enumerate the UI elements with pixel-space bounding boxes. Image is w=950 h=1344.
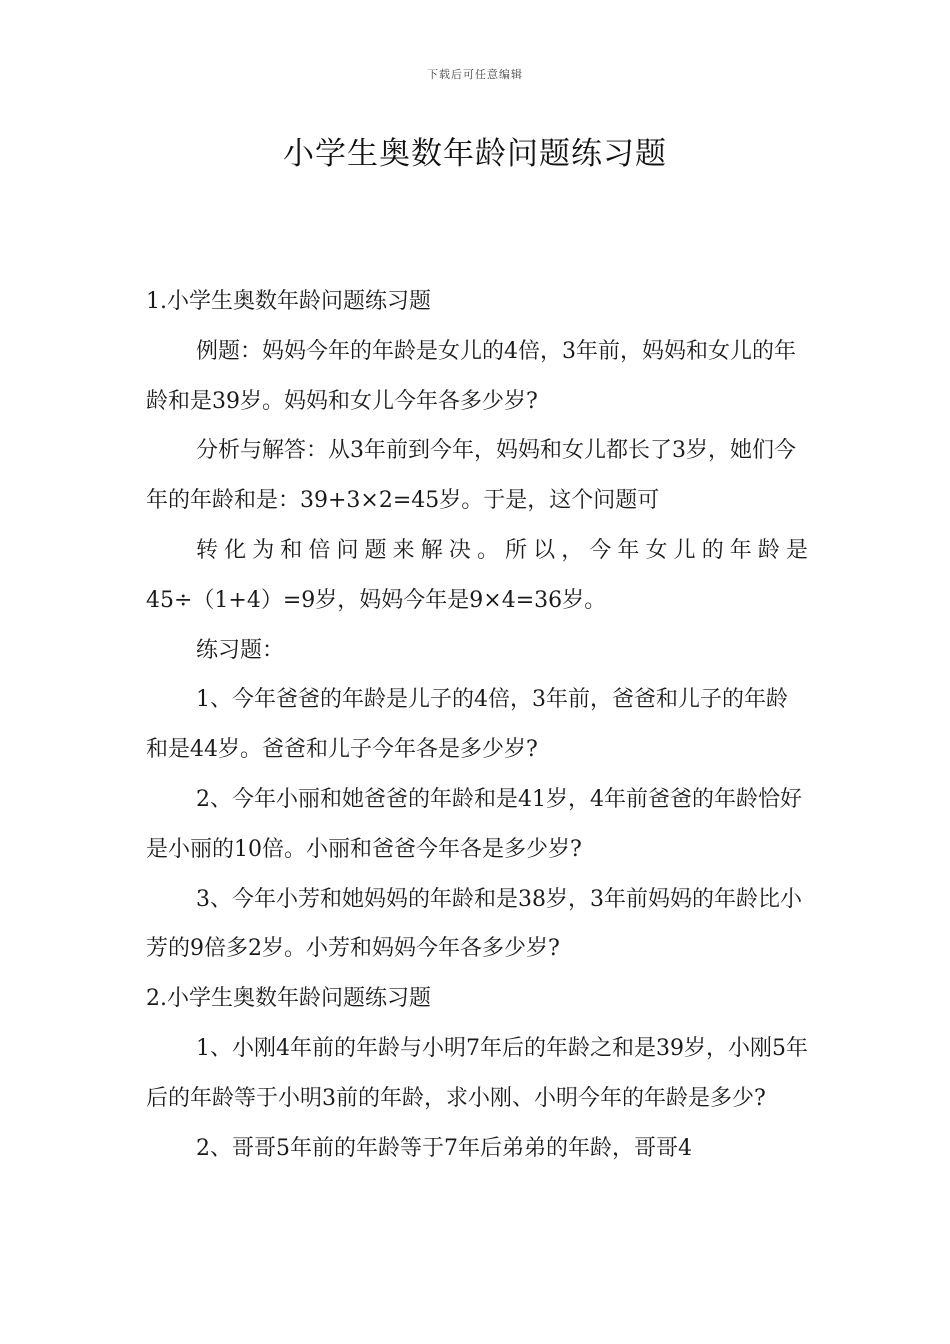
document-title: 小学生奥数年龄问题练习题: [283, 136, 667, 172]
practice-question-3: 3、今年小芳和她妈妈的年龄和是38岁，3年前妈妈的年龄比小芳的9倍多2岁。小芳和妈妈今年各多少岁?: [146, 886, 802, 962]
section2-question-1: 1、小刚4年前的年龄与小明7年后的年龄之和是39岁，小刚5年后的年龄等于小明3前的年龄，求小刚、小明今年的年龄是多少?: [146, 1035, 808, 1111]
practice-question-1: 1、今年爸爸的年龄是儿子的4倍，3年前，爸爸和儿子的年龄和是44岁。爸爸和儿子今年各是多少岁?: [146, 687, 788, 763]
document-body: [146, 277, 808, 1173]
section-heading-2: 2.小学生奥数年龄问题练习题: [146, 986, 431, 1012]
section-heading-1: 1.小学生奥数年龄问题练习题: [146, 289, 431, 314]
example-paragraph: 例题：妈妈今年的年龄是女儿的4倍，3年前，妈妈和女儿的年龄和是39岁。妈妈和女儿今年各多少岁?: [146, 338, 796, 414]
practice-label: 练习题：: [196, 637, 285, 663]
analysis-lines-1-2: 分析与解答：从3年前到今年，妈妈和女儿都长了3岁，她们今年的年龄和是：39+3×2=45岁。于是，这个问题可: [146, 438, 796, 514]
analysis-line-3: 转化为和倍问题来解决。所以，今年女儿的年龄是: [196, 537, 808, 563]
practice-question-2: 2、今年小丽和她爸爸的年龄和是41岁，4年前爸爸的年龄恰好是小丽的10倍。小丽和爸爸今年各是多少岁?: [146, 786, 802, 862]
analysis-line-4: 45÷（1+4）=9岁，妈妈今年是9×4=36岁。: [146, 587, 607, 613]
header-note: 下载后可任意编辑: [427, 68, 523, 81]
analysis-paragraph: [146, 426, 808, 625]
section2-question-2: 2、哥哥5年前的年龄等于7年后弟弟的年龄，哥哥4: [196, 1135, 692, 1161]
